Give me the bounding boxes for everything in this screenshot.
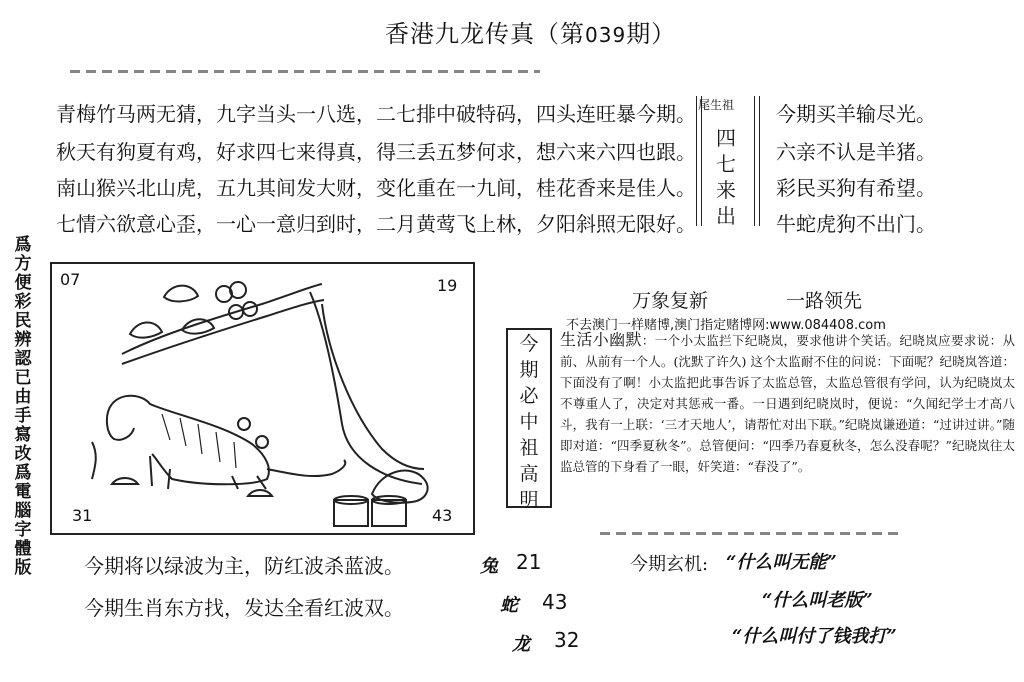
note-char: 辨: [14, 330, 32, 350]
corner-number: 31: [72, 506, 93, 525]
zodiac-animal: 兔: [480, 556, 498, 577]
slogan-char: 期: [519, 359, 539, 381]
zodiac-animal: 蛇: [500, 595, 518, 616]
side-line-2: 六亲不认是羊猪。: [776, 140, 936, 164]
illustration-box: [50, 262, 475, 535]
website-line: 不去澳门一样赌博,澳门指定赌博网:www.084408.com: [566, 318, 886, 333]
scan-noise-line: [70, 70, 540, 73]
note-char: 彩: [14, 292, 32, 312]
story-text: ：一个小太监拦下纪晓岚，要求他讲个笑话。纪晓岚应要求说：从前、从前有一个人。(沈默了许久) 这个太监耐不住的问说：下面呢？纪晓岚答道：下面没有了啊！小太监把此事告诉了太监总管，太监总管很有学问，认为纪晓岚太不尊重人了，决定对其惩戒一番。一日遇到纪晓岚时，便说：“久闻纪学士才高八斗，我有一上联：‘三才天地人’，请帮忙对出下联。”纪晓岚谦逊道：“过讲过讲。”随即对道：“四季夏秋冬”。总管便问：“四季乃春夏秋冬，怎么没春呢？”纪晓岚往太监总管的下身看了一眼，奸笑道：“春没了”。: [560, 333, 1015, 474]
note-char: 版: [14, 558, 32, 578]
note-char: 已: [14, 368, 32, 388]
tiger-tree-illustration: [52, 264, 473, 533]
zodiac-number: 32: [554, 628, 580, 652]
vertical-hint-char: 四: [716, 126, 736, 150]
title-suffix: 期）: [626, 20, 677, 48]
slogan-char: 今: [519, 333, 539, 355]
poem-line-3: 南山猴兴北山虎，五九其间发大财，变化重在一九间，桂花香来是佳人。: [56, 176, 696, 200]
right-bar: [754, 96, 760, 226]
poem-line-1: 青梅竹马两无猜，九字当头一八选，二七排中破特码，四头连旺暴今期。: [56, 102, 696, 126]
scan-noise-line: [600, 532, 900, 535]
left-vertical-note: [6, 236, 40, 578]
bottom-line-1: 今期将以绿波为主，防红波杀蓝波。: [84, 554, 404, 578]
note-char: 電: [14, 482, 32, 502]
poem-line-2: 秋天有狗夏有鸡，好求四七来得真，得三丢五梦何求，想六来六四也跟。: [56, 140, 696, 164]
side-line-1: 今期买羊输尽光。: [776, 102, 936, 126]
zodiac-number: 21: [516, 550, 542, 574]
slogan-char: 中: [519, 411, 539, 433]
note-char: 方: [14, 254, 32, 274]
mystic-line-1: “什么叫无能”: [726, 552, 837, 573]
mystic-line-3: “什么叫付了钱我打”: [732, 626, 897, 647]
note-char: 由: [14, 387, 32, 407]
note-char: 爲: [14, 463, 32, 483]
note-char: 民: [14, 311, 32, 331]
vertical-hint-box: [696, 96, 758, 226]
slogan-right: 一路领先: [786, 290, 863, 312]
slogan-char: 高: [519, 463, 539, 485]
slogan-char: 必: [519, 385, 539, 407]
zodiac-animal: 龙: [512, 634, 530, 655]
note-char: 改: [14, 444, 32, 464]
note-char: 認: [14, 349, 32, 369]
vertical-hint-char: 来: [716, 178, 736, 202]
mystic-line-2: “什么叫老版”: [762, 590, 873, 611]
humor-story: [560, 329, 1015, 477]
note-char: 字: [14, 520, 32, 540]
mystic-label: 今期玄机:: [630, 554, 709, 575]
side-line-4: 牛蛇虎狗不出门。: [776, 212, 936, 236]
title-prefix: 香港九龙传真（第: [385, 20, 585, 48]
corner-number: 19: [437, 276, 458, 295]
side-line-3: 彩民买狗有希望。: [776, 176, 936, 200]
story-lead: 生活小幽默: [560, 330, 642, 349]
note-char: 手: [14, 406, 32, 426]
slogan-char: 祖: [519, 437, 539, 459]
page-title: [385, 14, 676, 49]
issue-number: 039: [585, 23, 627, 47]
note-char: 爲: [14, 235, 32, 255]
bottom-line-2: 今期生肖东方找，发达全看红波双。: [84, 596, 404, 620]
note-char: 腦: [14, 501, 32, 521]
corner-number: 07: [60, 270, 81, 289]
note-char: 寫: [14, 425, 32, 445]
left-bar: [696, 96, 702, 226]
poem-line-4: 七情六欲意心歪，一心一意归到时，二月黄莺飞上林，夕阳斜照无限好。: [56, 212, 696, 236]
vertical-hint-char: 出: [716, 204, 736, 228]
vertical-hint-header: 尾生祖: [698, 98, 735, 112]
corner-number: 43: [432, 506, 453, 525]
slogan-left: 万象复新: [632, 290, 709, 312]
vertical-slogan-box: [506, 328, 552, 511]
slogan-char: 明: [519, 489, 539, 511]
vertical-hint-char: 七: [716, 152, 736, 176]
note-char: 體: [14, 539, 32, 559]
zodiac-number: 43: [542, 590, 568, 614]
note-char: 便: [14, 273, 32, 293]
